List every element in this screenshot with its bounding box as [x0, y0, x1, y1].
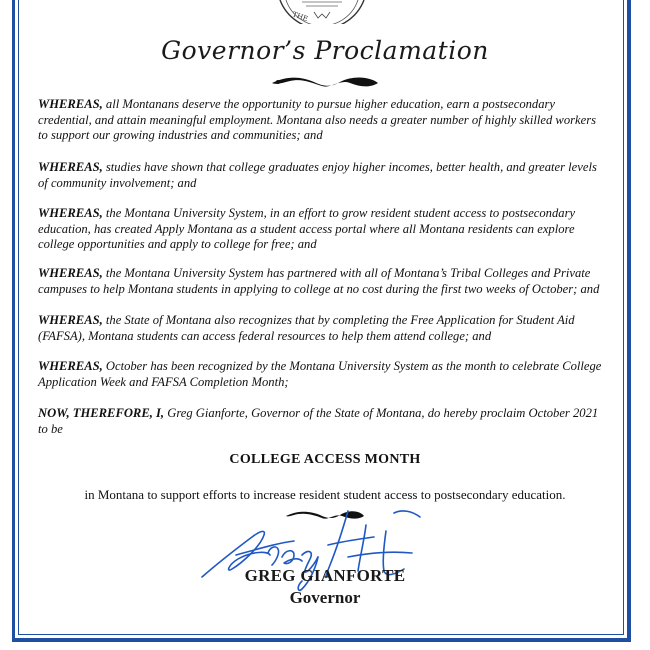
whereas-paragraph: WHEREAS, October has been recognized by the Montana University System as the month to celebrate College Application Week and FAFSA Completion Month; — [38, 359, 602, 389]
whereas-paragraph: WHEREAS, the Montana University System has partnered with all of Montana’s Tribal Colleges and Private campuses to help Montana students in applying to college at no cost during the first two weeks of October; and — [38, 266, 600, 296]
document-title: Governor’s Proclamation — [161, 36, 489, 65]
signer-name: GREG GIANFORTE — [244, 566, 406, 585]
seal-text: THE — [291, 10, 309, 24]
proclamation-statement: in Montana to support efforts to increase resident student access to postsecondary education. — [84, 487, 566, 502]
state-seal-icon — [272, 0, 372, 24]
title-flourish-icon — [266, 74, 384, 90]
whereas-paragraph: WHEREAS, the State of Montana also recognizes that by completing the Free Application for Student Aid (FAFSA), Montana students can access federal resources to help them attend college; and — [38, 313, 575, 343]
proclamation-heading: COLLEGE ACCESS MONTH — [229, 452, 421, 467]
whereas-paragraph: WHEREAS, all Montanans deserve the opportunity to pursue higher education, earn a postsecondary credential, and attain meaningful employment. Montana also needs a greater number of highly skilled workers to support our growing industries and communities; and — [38, 97, 597, 143]
whereas-paragraph: WHEREAS, the Montana University System, in an effort to grow resident student access to postsecondary education, has created Apply Montana as a student access portal where all Montana residents can explore college opportunities and apply to college for free; and — [38, 206, 576, 252]
proclamation-paragraph: NOW, THEREFORE, I, Greg Gianforte, Governor of the State of Montana, do hereby proclaim October 2021 to be — [38, 406, 599, 436]
signer-title: Governor — [289, 588, 361, 607]
whereas-paragraph: WHEREAS, studies have shown that college graduates enjoy higher incomes, better health, and greater levels of community involvement; and — [38, 160, 597, 190]
